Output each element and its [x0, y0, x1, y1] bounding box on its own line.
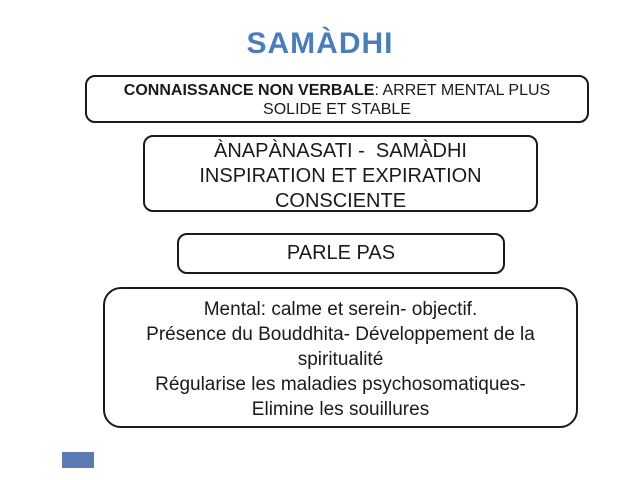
connaissance-line1-rest: : ARRET MENTAL PLUS: [374, 82, 551, 99]
mental-line-3: spiritualité: [297, 349, 384, 370]
slide-title: SAMÀDHI: [246, 27, 394, 60]
parle-pas-box: [177, 233, 505, 274]
connaissance-box: [85, 75, 589, 123]
parle-pas-text: PARLE PAS: [286, 242, 396, 264]
mental-line-1: Mental: calme et serein- objectif.: [203, 299, 478, 320]
mental-line-5: Elimine les souillures: [251, 399, 430, 420]
mental-line-4: Régularise les maladies psychosomatiques-: [155, 374, 526, 395]
connaissance-bold-lead: CONNAISSANCE NON VERBALE: [123, 82, 375, 99]
mental-line-2: Présence du Bouddhita- Développement de la: [146, 324, 535, 345]
anapanasati-box: [143, 135, 538, 212]
anapanasati-line-3: CONSCIENTE: [274, 190, 407, 212]
anapanasati-line-2: INSPIRATION ET EXPIRATION: [199, 165, 482, 187]
mental-box: [103, 287, 578, 428]
footer-marker: [62, 452, 94, 468]
connaissance-line2: SOLIDE ET STABLE: [263, 101, 411, 118]
anapanasati-line-1: ÀNAPÀNASATI - SAMÀDHI: [213, 140, 467, 162]
